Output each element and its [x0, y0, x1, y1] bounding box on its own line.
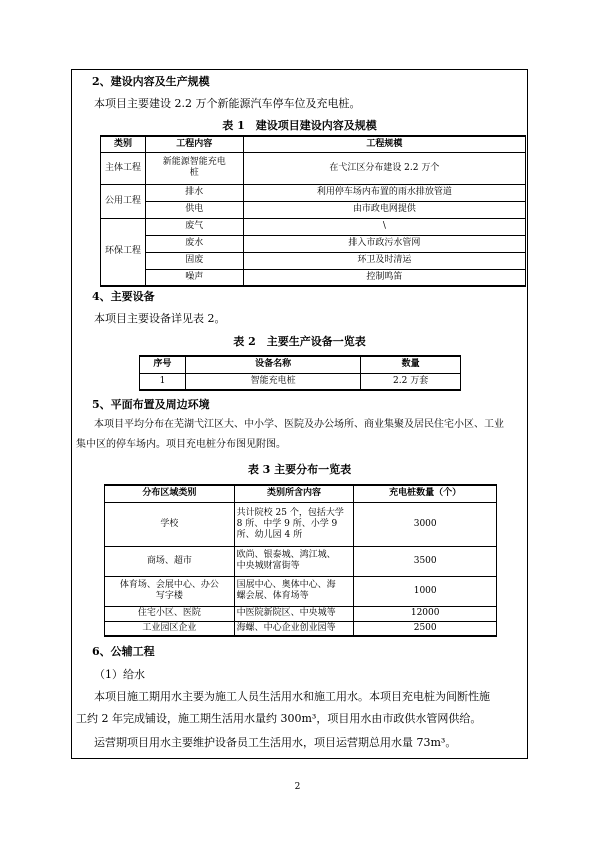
table3 — [104, 484, 497, 637]
section6-para-line: 本项目施工期用水主要为施工人员生活用水和施工用水。本项目充电桩为间断性施 — [94, 690, 490, 703]
table2-cell: 2.2 万套 — [361, 373, 461, 390]
table2 — [139, 355, 461, 391]
table3-area-cell: 工业园区企业 — [105, 621, 235, 636]
table2-header-cell: 设备名称 — [185, 356, 360, 373]
table1-header-row — [101, 136, 526, 152]
table3-content-line: 8 所、中学 9 所、小学 9 — [236, 518, 338, 529]
table3-count-cell: 1000 — [354, 576, 497, 606]
table2-cell: 1 — [140, 373, 186, 390]
section6-para-line: 工约 2 年完成铺设，施工期生活用水量约 300m³，项目用水由市政供水管网供给。 — [76, 712, 482, 725]
table1-caption: 表 1 建设项目建设内容及规模 — [222, 119, 377, 132]
table-row — [105, 576, 497, 606]
table-row — [101, 218, 526, 235]
section6-para-line: 运营期项目用水主要维护设备员工生活用水，项目运营期总用水量 73m³。 — [94, 736, 457, 749]
table-row — [101, 184, 526, 201]
section4-intro: 本项目主要设备详见表 2。 — [94, 312, 226, 325]
table-row — [105, 606, 497, 621]
table1-header-cell: 工程规模 — [243, 136, 525, 152]
table3-area-cell: 学校 — [105, 502, 235, 546]
table3-content-cell: 海螺、中心企业创业园等 — [234, 621, 354, 636]
table1-content-cell — [145, 152, 243, 184]
table1-scale-cell: 在弋江区分布建设 2.2 万个 — [243, 152, 525, 184]
table3-area-cell: 商场、超市 — [105, 546, 235, 576]
table3-count-cell: 3500 — [354, 546, 497, 576]
table-row — [101, 201, 526, 218]
table1-header-cell: 工程内容 — [145, 136, 243, 152]
table1-category-cell: 公用工程 — [101, 184, 146, 218]
table3-content-line: 国展中心、奥体中心、海 — [236, 580, 336, 590]
table-row — [105, 621, 497, 636]
table3-content-line: 共计院校 25 个，包括大学 — [236, 507, 344, 518]
table1-scale-cell: 排入市政污水管网 — [243, 235, 525, 252]
table-row — [140, 373, 461, 390]
section2-intro: 本项目主要建设 2.2 万个新能源汽车停车位及充电桩。 — [94, 97, 361, 110]
section5-heading: 5、平面布置及周边环境 — [92, 398, 210, 411]
table1-content-line: 桩 — [189, 168, 199, 178]
table1-content-cell: 废水 — [145, 235, 243, 252]
section6-heading: 6、公辅工程 — [92, 645, 155, 658]
table-row — [101, 269, 526, 286]
section6-sub1: （1）给水 — [94, 668, 145, 681]
table3-count-cell: 12000 — [354, 606, 497, 621]
table2-header-cell: 数量 — [361, 356, 461, 373]
table1-content-cell: 固废 — [145, 252, 243, 269]
table3-count-cell: 3000 — [354, 502, 497, 546]
table3-content-line: 中央城财富街等 — [236, 561, 300, 571]
table-row — [101, 252, 526, 269]
table3-content-line: 所、幼儿园 4 所 — [236, 529, 303, 540]
table2-caption: 表 2 主要生产设备一览表 — [233, 335, 366, 348]
table3-caption: 表 3 主要分布一览表 — [247, 463, 352, 476]
table1-scale-cell: 由市政电网提供 — [243, 201, 525, 218]
table3-area-line: 体育场、会展中心、办公 — [119, 580, 219, 590]
table-row — [101, 152, 526, 184]
table1-content-line: 新能源智能充电 — [162, 157, 226, 167]
table-row — [101, 235, 526, 252]
table3-content-cell — [234, 576, 354, 606]
table1-category-cell: 主体工程 — [101, 152, 146, 184]
table3-area-cell — [105, 576, 235, 606]
section4-heading: 4、主要设备 — [92, 290, 155, 303]
table3-area-cell: 住宅小区、医院 — [105, 606, 235, 621]
table3-content-cell: 中医院新院区、中央城等 — [234, 606, 354, 621]
section5-para-line: 本项目平均分布在芜湖弋江区大、中小学、医院及办公场所、商业集聚及居民住宅小区、工业 — [94, 419, 504, 430]
table2-header-cell: 序号 — [140, 356, 186, 373]
table1-content-cell: 供电 — [145, 201, 243, 218]
page-number: 2 — [294, 782, 301, 792]
table3-header-cell: 类别所含内容 — [234, 485, 354, 502]
table1-content-cell: 噪声 — [145, 269, 243, 286]
table-row — [105, 502, 497, 546]
table1-scale-cell: 控制鸣笛 — [243, 269, 525, 286]
table2-header-row — [140, 356, 461, 373]
table1-scale-cell: \ — [243, 218, 525, 235]
table3-content-cell — [234, 546, 354, 576]
section2-heading: 2、建设内容及生产规模 — [92, 75, 210, 88]
table1-content-cell: 排水 — [145, 184, 243, 201]
table3-content-line: 欧尚、银泰城、鸿江城、 — [236, 550, 336, 560]
table1-content-cell: 废气 — [145, 218, 243, 235]
table3-header-row — [105, 485, 497, 502]
table3-content-line: 螺会展、体育场等 — [236, 591, 309, 601]
table1-header-cell: 类别 — [101, 136, 146, 152]
table1-category-cell: 环保工程 — [101, 218, 146, 286]
table1-scale-cell: 利用停车场内布置的雨水排放管道 — [243, 184, 525, 201]
section5-para-line: 集中区的停车场内。项目充电桩分布图见附图。 — [76, 439, 286, 450]
table1 — [100, 135, 526, 287]
table1-scale-cell: 环卫及时清运 — [243, 252, 525, 269]
table3-header-cell: 分布区域类别 — [105, 485, 235, 502]
table-row — [105, 546, 497, 576]
table3-area-line: 写字楼 — [155, 591, 183, 601]
table2-cell: 智能充电桩 — [185, 373, 360, 390]
table3-header-cell: 充电桩数量（个） — [354, 485, 497, 502]
table3-count-cell: 2500 — [354, 621, 497, 636]
table3-content-cell — [234, 502, 354, 546]
